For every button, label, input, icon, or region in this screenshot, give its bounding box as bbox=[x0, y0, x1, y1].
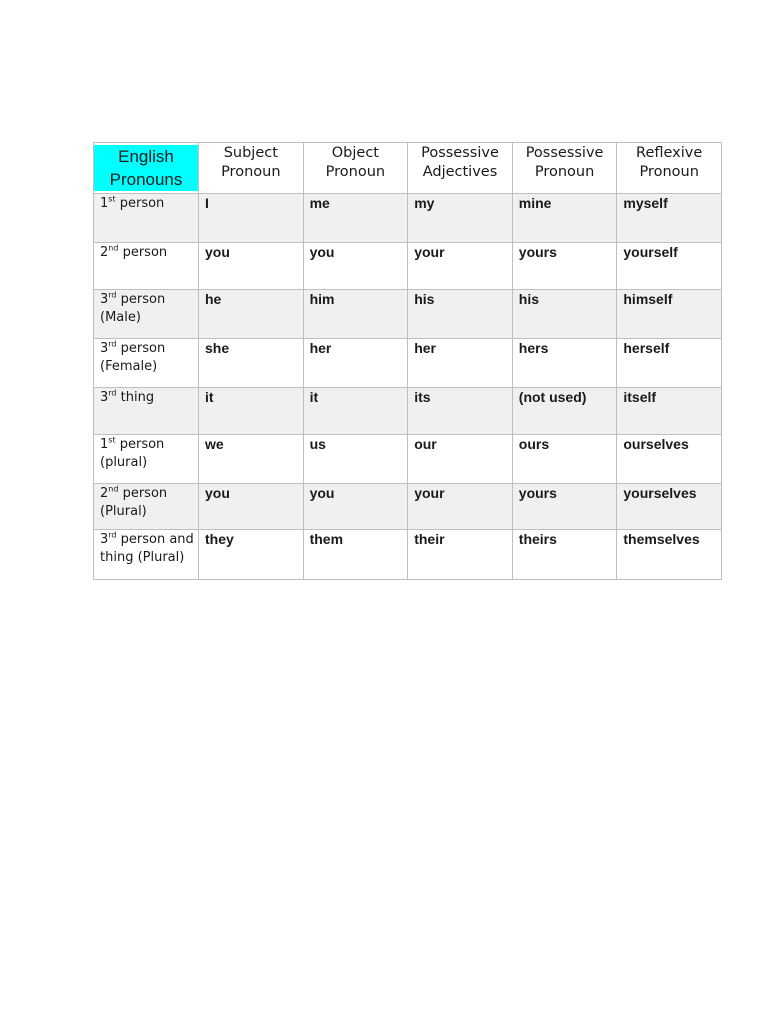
cell-object: her bbox=[303, 339, 408, 388]
row-label-line-1 bbox=[100, 389, 194, 407]
row-label-number: 3 bbox=[100, 390, 109, 405]
cell-possessive-pronoun: (not used) bbox=[512, 388, 617, 435]
table-row bbox=[94, 339, 722, 388]
row-label-line-1 bbox=[100, 291, 194, 309]
table-row bbox=[94, 194, 722, 243]
header-label: Subject Pronoun bbox=[221, 145, 281, 180]
row-label-line-2: (Female) bbox=[100, 358, 158, 374]
row-label-number: 2 bbox=[100, 486, 109, 501]
cell-possessive-adjective: my bbox=[408, 194, 513, 243]
header-object-pronoun bbox=[303, 143, 408, 194]
header-possessive-adjectives bbox=[408, 143, 513, 194]
cell-reflexive: herself bbox=[617, 339, 722, 388]
cell-subject: he bbox=[199, 290, 304, 339]
row-label-line-1 bbox=[100, 340, 194, 358]
row-label-ordinal: nd bbox=[108, 243, 119, 253]
row-label-line-1 bbox=[100, 244, 194, 262]
row-label-text: person bbox=[118, 245, 168, 260]
row-label-line-2: (Male) bbox=[100, 309, 141, 325]
cell-possessive-adjective: our bbox=[408, 435, 513, 484]
cell-reflexive: ourselves bbox=[617, 435, 722, 484]
cell-possessive-adjective: its bbox=[408, 388, 513, 435]
row-label bbox=[94, 484, 199, 530]
row-label-text: person bbox=[115, 437, 165, 452]
table-header-row bbox=[94, 143, 722, 194]
row-label-ordinal: st bbox=[108, 194, 116, 204]
row-label bbox=[94, 339, 199, 388]
row-label bbox=[94, 194, 199, 243]
pronouns-table bbox=[93, 142, 722, 580]
cell-reflexive: themselves bbox=[617, 530, 722, 580]
table-row bbox=[94, 243, 722, 290]
cell-object: you bbox=[303, 484, 408, 530]
row-label bbox=[94, 290, 199, 339]
row-label-text: person bbox=[118, 486, 168, 501]
cell-possessive-pronoun: his bbox=[512, 290, 617, 339]
header-possessive-pronoun bbox=[512, 143, 617, 194]
table-row bbox=[94, 530, 722, 580]
table-title-cell bbox=[94, 143, 199, 194]
cell-subject: it bbox=[199, 388, 304, 435]
row-label-ordinal: rd bbox=[108, 530, 117, 540]
row-label-line-1 bbox=[100, 436, 194, 454]
cell-reflexive: myself bbox=[617, 194, 722, 243]
cell-subject: you bbox=[199, 243, 304, 290]
cell-possessive-pronoun: mine bbox=[512, 194, 617, 243]
cell-reflexive: yourselves bbox=[617, 484, 722, 530]
row-label-text: person and bbox=[116, 532, 194, 547]
row-label-number: 1 bbox=[100, 196, 109, 211]
cell-reflexive: itself bbox=[617, 388, 722, 435]
cell-reflexive: yourself bbox=[617, 243, 722, 290]
cell-object: us bbox=[303, 435, 408, 484]
table-row bbox=[94, 484, 722, 530]
row-label-ordinal: rd bbox=[108, 290, 117, 300]
cell-object: him bbox=[303, 290, 408, 339]
cell-possessive-pronoun: yours bbox=[512, 484, 617, 530]
table-row bbox=[94, 290, 722, 339]
row-label-text: person bbox=[116, 292, 166, 307]
cell-reflexive: himself bbox=[617, 290, 722, 339]
cell-subject: she bbox=[199, 339, 304, 388]
row-label-number: 2 bbox=[100, 245, 109, 260]
row-label-number: 1 bbox=[100, 437, 109, 452]
row-label-ordinal: nd bbox=[108, 484, 119, 494]
cell-possessive-pronoun: ours bbox=[512, 435, 617, 484]
table-body bbox=[94, 194, 722, 580]
cell-object: me bbox=[303, 194, 408, 243]
row-label-line-1 bbox=[100, 485, 194, 503]
header-label: Possessive Adjectives bbox=[421, 145, 499, 180]
row-label bbox=[94, 435, 199, 484]
cell-object: it bbox=[303, 388, 408, 435]
cell-possessive-pronoun: yours bbox=[512, 243, 617, 290]
table-row bbox=[94, 435, 722, 484]
cell-possessive-pronoun: theirs bbox=[512, 530, 617, 580]
cell-possessive-adjective: your bbox=[408, 484, 513, 530]
cell-possessive-adjective: his bbox=[408, 290, 513, 339]
row-label-ordinal: rd bbox=[108, 339, 117, 349]
cell-possessive-adjective: your bbox=[408, 243, 513, 290]
row-label bbox=[94, 243, 199, 290]
cell-object: you bbox=[303, 243, 408, 290]
row-label bbox=[94, 530, 199, 580]
table-row bbox=[94, 388, 722, 435]
row-label-text: thing bbox=[116, 390, 155, 405]
row-label-line-2: thing (Plural) bbox=[100, 549, 185, 565]
row-label-text: person bbox=[116, 341, 166, 356]
row-label-number: 3 bbox=[100, 532, 109, 547]
row-label-line-2: (plural) bbox=[100, 454, 148, 470]
cell-subject: we bbox=[199, 435, 304, 484]
header-reflexive-pronoun bbox=[617, 143, 722, 194]
cell-subject: I bbox=[199, 194, 304, 243]
row-label-number: 3 bbox=[100, 292, 109, 307]
table-title: English Pronouns bbox=[94, 145, 198, 191]
cell-possessive-pronoun: hers bbox=[512, 339, 617, 388]
row-label-ordinal: rd bbox=[108, 388, 117, 398]
row-label-ordinal: st bbox=[108, 435, 116, 445]
row-label-line-1 bbox=[100, 531, 194, 549]
header-label: Reflexive Pronoun bbox=[636, 145, 703, 180]
row-label-line-1 bbox=[100, 195, 194, 213]
row-label-line-2: (Plural) bbox=[100, 503, 147, 519]
row-label-text: person bbox=[115, 196, 165, 211]
cell-subject: they bbox=[199, 530, 304, 580]
row-label bbox=[94, 388, 199, 435]
cell-object: them bbox=[303, 530, 408, 580]
cell-subject: you bbox=[199, 484, 304, 530]
header-subject-pronoun bbox=[199, 143, 304, 194]
row-label-number: 3 bbox=[100, 341, 109, 356]
cell-possessive-adjective: her bbox=[408, 339, 513, 388]
header-label: Possessive Pronoun bbox=[525, 145, 604, 180]
header-label: Object Pronoun bbox=[325, 145, 386, 180]
cell-possessive-adjective: their bbox=[408, 530, 513, 580]
